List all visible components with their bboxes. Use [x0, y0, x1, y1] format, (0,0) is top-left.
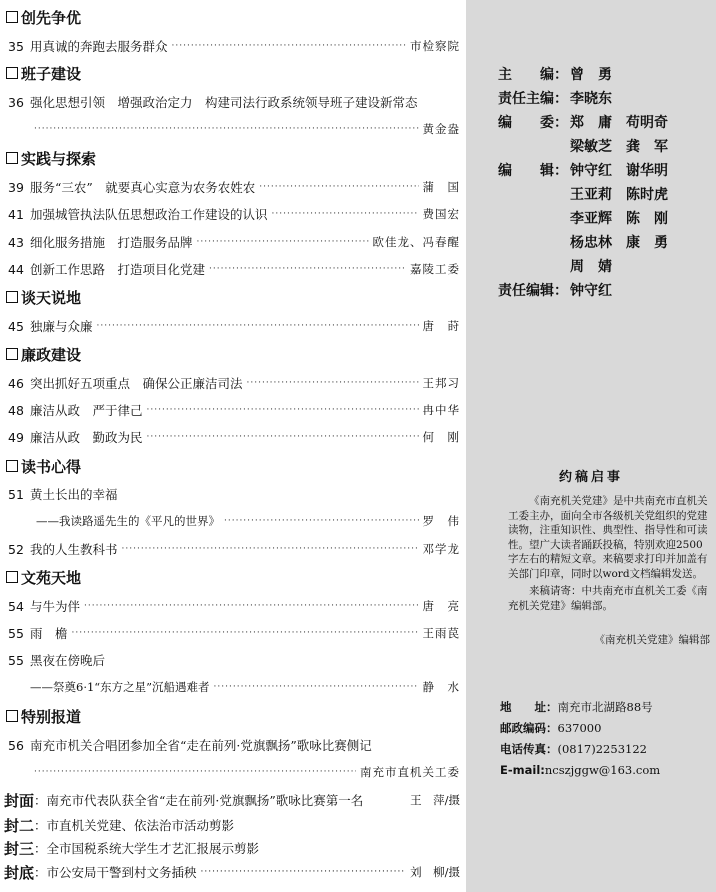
entry-author: 南充市直机关工委 [360, 765, 460, 779]
section-box-icon [6, 152, 18, 164]
section-heading [6, 62, 81, 84]
cover-author: 王 萍/摄 [410, 793, 460, 807]
leader-dots [34, 767, 356, 777]
toc-entry[interactable] [8, 651, 460, 669]
contact-value: 南充市北湖路88号 [557, 700, 653, 714]
cover-note-inside-back[interactable] [4, 838, 460, 858]
entry-author: 冉中华 [422, 403, 460, 417]
masthead-role: 责任编辑： [498, 283, 568, 299]
entry-title: 加强城管执法队伍思想政治工作建设的认识 [30, 207, 268, 222]
entry-author: 费国宏 [422, 207, 460, 221]
leader-dots [147, 432, 419, 442]
cover-note-inside-front[interactable] [4, 815, 460, 835]
leader-dots [209, 264, 406, 274]
cover-text: 全市国税系统大学生才艺汇报展示剪影 [46, 841, 260, 856]
section-box-icon [6, 571, 18, 583]
toc-entry[interactable] [8, 233, 460, 251]
cover-note-front[interactable] [4, 790, 460, 810]
section-box-icon [6, 710, 18, 722]
masthead-names: 周 婧 [570, 259, 612, 275]
contact-address [500, 697, 653, 717]
entry-title: 雨 檐 [30, 626, 68, 641]
colon: ： [34, 841, 47, 856]
contact-label: E-mail: [500, 763, 545, 777]
section-heading [6, 286, 81, 308]
leader-dots [147, 405, 419, 415]
page-number: 48 [8, 402, 24, 418]
section-heading [6, 343, 81, 365]
toc-entry[interactable] [8, 317, 460, 335]
entry-author: 市检察院 [410, 39, 460, 53]
masthead-names: 梁敏芝 龚 军 [570, 139, 668, 155]
entry-title: 用真诚的奔跑去服务群众 [30, 39, 168, 54]
toc-entry[interactable] [8, 93, 460, 111]
masthead-names: 曾 勇 [570, 67, 612, 83]
cover-label: 封面 [4, 791, 35, 810]
entry-author: 唐 亮 [422, 599, 460, 613]
contact-value: (0817)2253122 [557, 742, 647, 756]
cover-text: 市公安局干警到村文务插秧 [46, 865, 197, 880]
masthead-names: 李晓东 [570, 91, 612, 107]
entry-title: 南充市机关合唱团参加全省“走在前列·党旗飘扬”歌咏比赛侧记 [30, 738, 372, 753]
leader-dots [172, 41, 406, 51]
entry-title: 黄土长出的幸福 [30, 487, 118, 502]
toc-entry[interactable] [8, 374, 460, 392]
masthead-row [498, 110, 668, 134]
page-number: 41 [8, 206, 24, 222]
entry-title: 与牛为伴 [30, 599, 81, 614]
section-heading [6, 705, 81, 727]
masthead-role: 主 编： [498, 67, 568, 83]
colon: ： [34, 865, 47, 880]
contact-phone [500, 739, 647, 759]
toc-entry-continuation[interactable] [30, 678, 460, 696]
toc-entry[interactable] [8, 260, 460, 278]
page-number: 56 [8, 737, 24, 753]
contact-postcode [500, 718, 601, 738]
leader-dots [247, 378, 419, 388]
masthead-row [498, 86, 612, 110]
cover-author: 刘 柳/摄 [410, 865, 460, 879]
masthead-names: 郑 庸 苟明奇 [570, 115, 668, 131]
toc-entry[interactable] [8, 485, 460, 503]
entry-author: 王雨苠 [422, 626, 460, 640]
cover-text: 市直机关党建、依法治市活动剪影 [46, 818, 235, 833]
entry-subtitle: ——祭奠6·1“东方之星”沉船遇难者 [30, 680, 210, 694]
section-title: 班子建设 [21, 64, 82, 83]
masthead-role: 责任主编： [498, 91, 568, 107]
leader-dots [201, 867, 407, 877]
masthead-names: 李亚辉 陈 刚 [570, 211, 668, 227]
cover-text: 南充市代表队获全省“走在前列·党旗飘扬”歌咏比赛第一名 [46, 793, 364, 808]
entry-author: 何 刚 [422, 430, 460, 444]
section-title: 读书心得 [21, 457, 82, 476]
page-number: 44 [8, 261, 24, 277]
toc-entry[interactable] [8, 178, 460, 196]
page-number: 51 [8, 486, 24, 502]
cover-label: 封三 [4, 839, 35, 858]
email-link[interactable]: ncszjggw@163.com [544, 763, 661, 777]
leader-dots [224, 516, 419, 526]
entry-author: 王邦习 [422, 376, 460, 390]
section-title: 创先争优 [21, 8, 82, 27]
entry-title: 突出抓好五项重点 确保公正廉洁司法 [30, 376, 243, 391]
page-number: 49 [8, 429, 24, 445]
page-number: 36 [8, 94, 24, 110]
contact-email[interactable] [500, 760, 660, 780]
entry-author: 罗 伟 [422, 514, 460, 528]
cover-label: 封二 [4, 816, 35, 835]
toc-entry[interactable] [8, 205, 460, 223]
entry-author: 静 水 [422, 680, 460, 694]
entry-author: 黄金盎 [422, 122, 460, 136]
section-title: 特别报道 [21, 707, 82, 726]
toc-entry-continuation[interactable] [30, 120, 460, 138]
entry-subtitle: ——我读路遥先生的《平凡的世界》 [36, 514, 220, 528]
colon: ： [34, 793, 47, 808]
colon: ： [34, 818, 47, 833]
notice-submission: 来稿请寄：中共南充市直机关工委《南充机关党建》编辑部。 [508, 585, 708, 612]
entry-title: 细化服务措施 打造服务品牌 [30, 235, 193, 250]
masthead-names: 杨忠林 康 勇 [570, 235, 668, 251]
notice-title: 约稿启事 [558, 470, 623, 485]
entry-title: 服务“三农” 就要真心实意为农务农姓农 [30, 180, 256, 195]
leader-dots [197, 237, 369, 247]
section-title: 廉政建设 [21, 345, 82, 364]
page-number: 52 [8, 541, 24, 557]
leader-dots [214, 682, 419, 692]
contact-value: 637000 [557, 721, 602, 735]
masthead-row [498, 158, 668, 182]
entry-title: 强化思想引领 增强政治定力 构建司法行政系统领导班子建设新常态 [30, 95, 418, 110]
section-box-icon [6, 348, 18, 360]
section-title: 实践与探索 [21, 149, 97, 168]
page-number: 55 [8, 625, 24, 641]
leader-dots [97, 321, 419, 331]
toc-entry[interactable] [8, 428, 460, 446]
entry-title: 廉洁从政 严于律己 [30, 403, 143, 418]
toc-entry-continuation[interactable] [36, 512, 460, 530]
page-number: 35 [8, 38, 24, 54]
page-number: 45 [8, 318, 24, 334]
leader-dots [259, 182, 418, 192]
cover-label: 封底 [4, 863, 35, 882]
contact-label: 邮政编码： [500, 721, 558, 735]
entry-author: 蒲 国 [422, 180, 460, 194]
toc-entry-continuation[interactable] [30, 763, 460, 781]
toc-entry[interactable] [8, 37, 460, 55]
notice-body: 《南充机关党建》是中共南充市直机关工委主办，面向全市各级机关党组织的党建读物，注重知识性、典型性、指导性和可读性。望广大读者踊跃投稿，特别欢迎2500字左右的精短文章。来稿要求打印并加盖有关部门印章，同时以word文档编辑发送。 [508, 495, 708, 580]
toc-entry[interactable] [8, 736, 460, 754]
section-box-icon [6, 460, 18, 472]
section-heading [6, 455, 81, 477]
entry-title: 创新工作思路 打造项目化党建 [30, 262, 206, 277]
notice-signature: 《南充机关党建》编辑部 [594, 634, 710, 646]
entry-title: 我的人生教科书 [30, 542, 118, 557]
masthead-row [498, 278, 612, 302]
page-number: 39 [8, 179, 24, 195]
entry-author: 嘉陵工委 [410, 262, 460, 276]
section-box-icon [6, 291, 18, 303]
section-heading [6, 147, 96, 169]
leader-dots [272, 209, 419, 219]
contact-label: 电话传真： [500, 742, 558, 756]
section-heading [6, 6, 81, 28]
toc-entry[interactable] [8, 597, 460, 615]
leader-dots [72, 628, 419, 638]
cover-note-back[interactable] [4, 862, 460, 882]
page-number: 46 [8, 375, 24, 391]
masthead-role: 编 辑： [498, 163, 568, 179]
page-number: 55 [8, 652, 24, 668]
masthead-names: 钟守红 [570, 283, 612, 299]
entry-title: 黑夜在傍晚后 [30, 653, 106, 668]
leader-dots [34, 124, 419, 134]
entry-author: 邓学龙 [422, 542, 460, 556]
leader-dots [84, 601, 418, 611]
section-title: 文苑天地 [21, 568, 82, 587]
page-number: 54 [8, 598, 24, 614]
contact-label: 地 址： [500, 700, 558, 714]
toc-entry[interactable] [8, 540, 460, 558]
entry-title: 廉洁从政 勤政为民 [30, 430, 143, 445]
entry-author: 欧佳龙、冯春醒 [372, 235, 460, 249]
section-box-icon [6, 67, 18, 79]
masthead-names: 王亚莉 陈时虎 [570, 187, 668, 203]
section-heading [6, 566, 81, 588]
section-title: 谈天说地 [21, 288, 82, 307]
masthead-names: 钟守红 谢华明 [570, 163, 668, 179]
section-box-icon [6, 11, 18, 23]
toc-entry[interactable] [8, 624, 460, 642]
page-number: 43 [8, 234, 24, 250]
entry-author: 唐 莳 [422, 319, 460, 333]
masthead-row [498, 62, 612, 86]
leader-dots [122, 544, 419, 554]
entry-title: 独廉与众廉 [30, 319, 93, 334]
masthead-role: 编 委： [498, 115, 568, 131]
toc-entry[interactable] [8, 401, 460, 419]
